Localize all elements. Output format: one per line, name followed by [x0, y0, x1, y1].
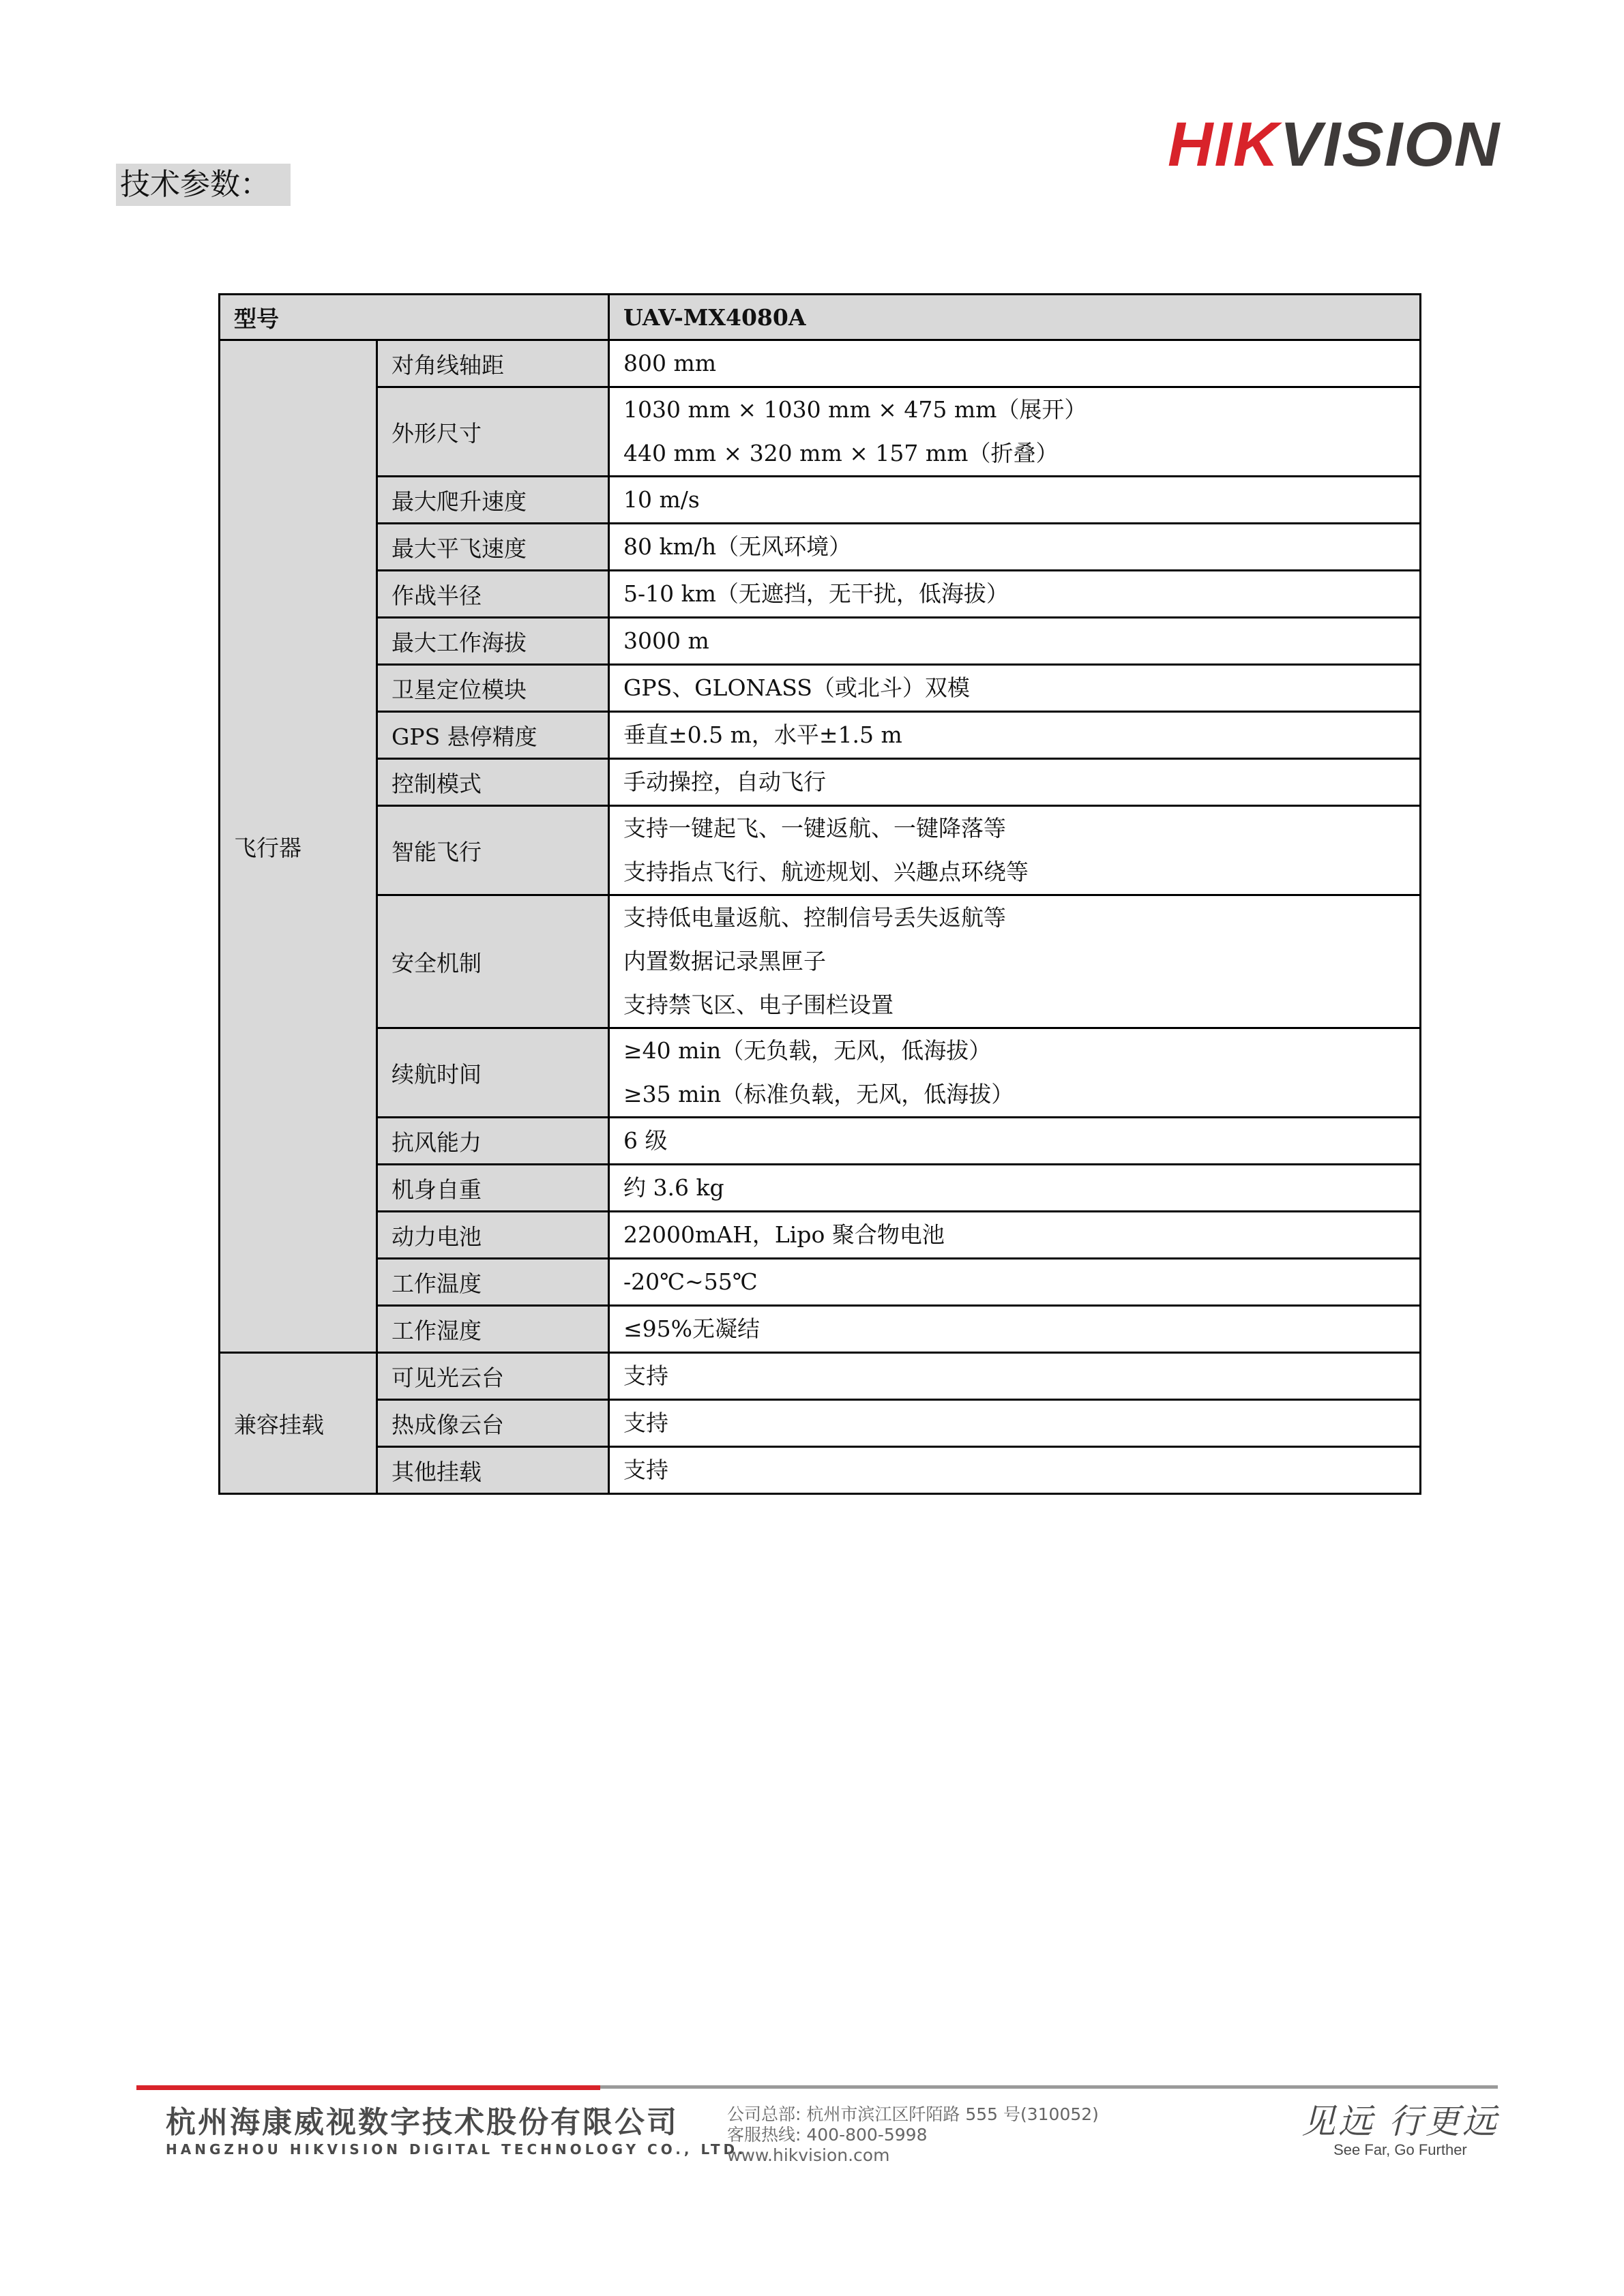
- table-row: [220, 665, 1421, 712]
- value-line: 800 mm: [623, 350, 717, 376]
- value-line: 5-10 km（无遮挡，无干扰，低海拔）: [623, 580, 1009, 607]
- value-cell: [609, 712, 1421, 759]
- value-line: 支持指点飞行、航迹规划、兴趣点环绕等: [623, 859, 1029, 885]
- value-cell: [609, 618, 1421, 665]
- table-row: [220, 895, 1421, 1028]
- param-cell: 机身自重: [377, 1165, 609, 1212]
- value-cell: [609, 1306, 1421, 1353]
- param-cell: 外形尺寸: [377, 387, 609, 477]
- table-row: [220, 1028, 1421, 1118]
- table-row: [220, 759, 1421, 806]
- value-line: 10 m/s: [623, 486, 700, 513]
- param-cell: 续航时间: [377, 1028, 609, 1118]
- table-row: [220, 1259, 1421, 1306]
- value-cell: [609, 1212, 1421, 1259]
- value-line: 支持: [623, 1362, 668, 1389]
- table-row: [220, 712, 1421, 759]
- footer-rule: [136, 2085, 1498, 2090]
- table-row: [220, 524, 1421, 571]
- slogan-cn: 见远 行更远: [1301, 2102, 1499, 2141]
- param-cell: GPS 悬停精度: [377, 712, 609, 759]
- category-cell: 兼容挂载: [220, 1353, 377, 1494]
- param-cell: 工作湿度: [377, 1306, 609, 1353]
- table-row: [220, 806, 1421, 895]
- param-cell: 智能飞行: [377, 806, 609, 895]
- param-cell: 最大平飞速度: [377, 524, 609, 571]
- param-cell: 工作温度: [377, 1259, 609, 1306]
- param-cell: 控制模式: [377, 759, 609, 806]
- hotline: 客服热线: 400-800-5998: [727, 2125, 928, 2145]
- value-cell: [609, 1353, 1421, 1400]
- param-cell: 最大工作海拔: [377, 618, 609, 665]
- param-cell: 热成像云台: [377, 1400, 609, 1447]
- value-line: 支持一键起飞、一键返航、一键降落等: [623, 815, 1006, 841]
- value-line: 3000 m: [623, 627, 709, 654]
- param-cell: 最大爬升速度: [377, 477, 609, 524]
- value-cell: [609, 1028, 1421, 1118]
- model-label: 型号: [220, 295, 609, 340]
- value-line: 支持低电量返航、控制信号丢失返航等: [623, 904, 1006, 931]
- param-cell: 作战半径: [377, 571, 609, 618]
- website: www.hikvision.com: [727, 2145, 890, 2165]
- value-cell: [609, 1447, 1421, 1494]
- value-cell: [609, 340, 1421, 387]
- param-cell: 安全机制: [377, 895, 609, 1028]
- value-cell: [609, 1165, 1421, 1212]
- slogan-en: See Far, Go Further: [1333, 2141, 1467, 2158]
- value-cell: [609, 387, 1421, 477]
- value-line: 约 3.6 kg: [623, 1174, 724, 1201]
- value-line: GPS、GLONASS（或北斗）双模: [623, 674, 970, 701]
- value-line: 手动操控，自动飞行: [623, 769, 826, 795]
- table-row: [220, 1212, 1421, 1259]
- company-name-en: HANGZHOU HIKVISION DIGITAL TECHNOLOGY CO., LTD.: [166, 2141, 747, 2158]
- value-cell: [609, 477, 1421, 524]
- table-row: [220, 1447, 1421, 1494]
- table-row: [220, 618, 1421, 665]
- value-line: 22000mAH，Lipo 聚合物电池: [623, 1221, 945, 1248]
- value-cell: [609, 1118, 1421, 1165]
- table-row: [220, 477, 1421, 524]
- hikvision-logo: HIKVISION: [1168, 110, 1501, 179]
- value-line: 440 mm × 320 mm × 157 mm（折叠）: [623, 440, 1059, 466]
- value-line: -20℃~55℃: [623, 1268, 758, 1295]
- table-header-row: [220, 295, 1421, 340]
- param-cell: 对角线轴距: [377, 340, 609, 387]
- company-name: [166, 2105, 747, 2158]
- value-line: ≥40 min（无负载，无风，低海拔）: [623, 1037, 992, 1064]
- value-line: ≤95%无凝结: [623, 1315, 760, 1342]
- value-cell: [609, 759, 1421, 806]
- value-line: 1030 mm × 1030 mm × 475 mm（展开）: [623, 396, 1087, 423]
- value-line: 内置数据记录黑匣子: [623, 948, 826, 974]
- value-cell: [609, 665, 1421, 712]
- param-cell: 卫星定位模块: [377, 665, 609, 712]
- model-value: UAV-MX4080A: [609, 295, 1421, 340]
- table-row: [220, 387, 1421, 477]
- contact-info: [727, 2104, 1099, 2166]
- table-row: [220, 1165, 1421, 1212]
- category-cell: 飞行器: [220, 340, 377, 1353]
- section-title: 技术参数：: [116, 164, 291, 206]
- value-cell: [609, 1400, 1421, 1447]
- slogan: [1301, 2102, 1499, 2159]
- table-row: [220, 340, 1421, 387]
- value-line: ≥35 min（标准负载，无风，低海拔）: [623, 1081, 1014, 1107]
- value-cell: [609, 1259, 1421, 1306]
- table-row: [220, 1353, 1421, 1400]
- param-cell: 可见光云台: [377, 1353, 609, 1400]
- value-cell: [609, 806, 1421, 895]
- spec-table: [218, 293, 1421, 1495]
- table-row: [220, 1118, 1421, 1165]
- value-line: 80 km/h（无风环境）: [623, 533, 852, 560]
- value-line: 6 级: [623, 1127, 668, 1154]
- value-line: 垂直±0.5 m，水平±1.5 m: [623, 721, 902, 748]
- value-cell: [609, 571, 1421, 618]
- value-cell: [609, 895, 1421, 1028]
- company-name-cn: 杭州海康威视数字技术股份有限公司: [166, 2105, 679, 2140]
- table-row: [220, 1306, 1421, 1353]
- param-cell: 其他挂载: [377, 1447, 609, 1494]
- table-row: [220, 571, 1421, 618]
- param-cell: 抗风能力: [377, 1118, 609, 1165]
- value-cell: [609, 524, 1421, 571]
- table-row: [220, 1400, 1421, 1447]
- param-cell: 动力电池: [377, 1212, 609, 1259]
- value-line: 支持: [623, 1457, 668, 1483]
- value-line: 支持: [623, 1410, 668, 1436]
- address: 公司总部: 杭州市滨江区阡陌路 555 号(310052): [727, 2104, 1099, 2124]
- value-line: 支持禁飞区、电子围栏设置: [623, 992, 894, 1018]
